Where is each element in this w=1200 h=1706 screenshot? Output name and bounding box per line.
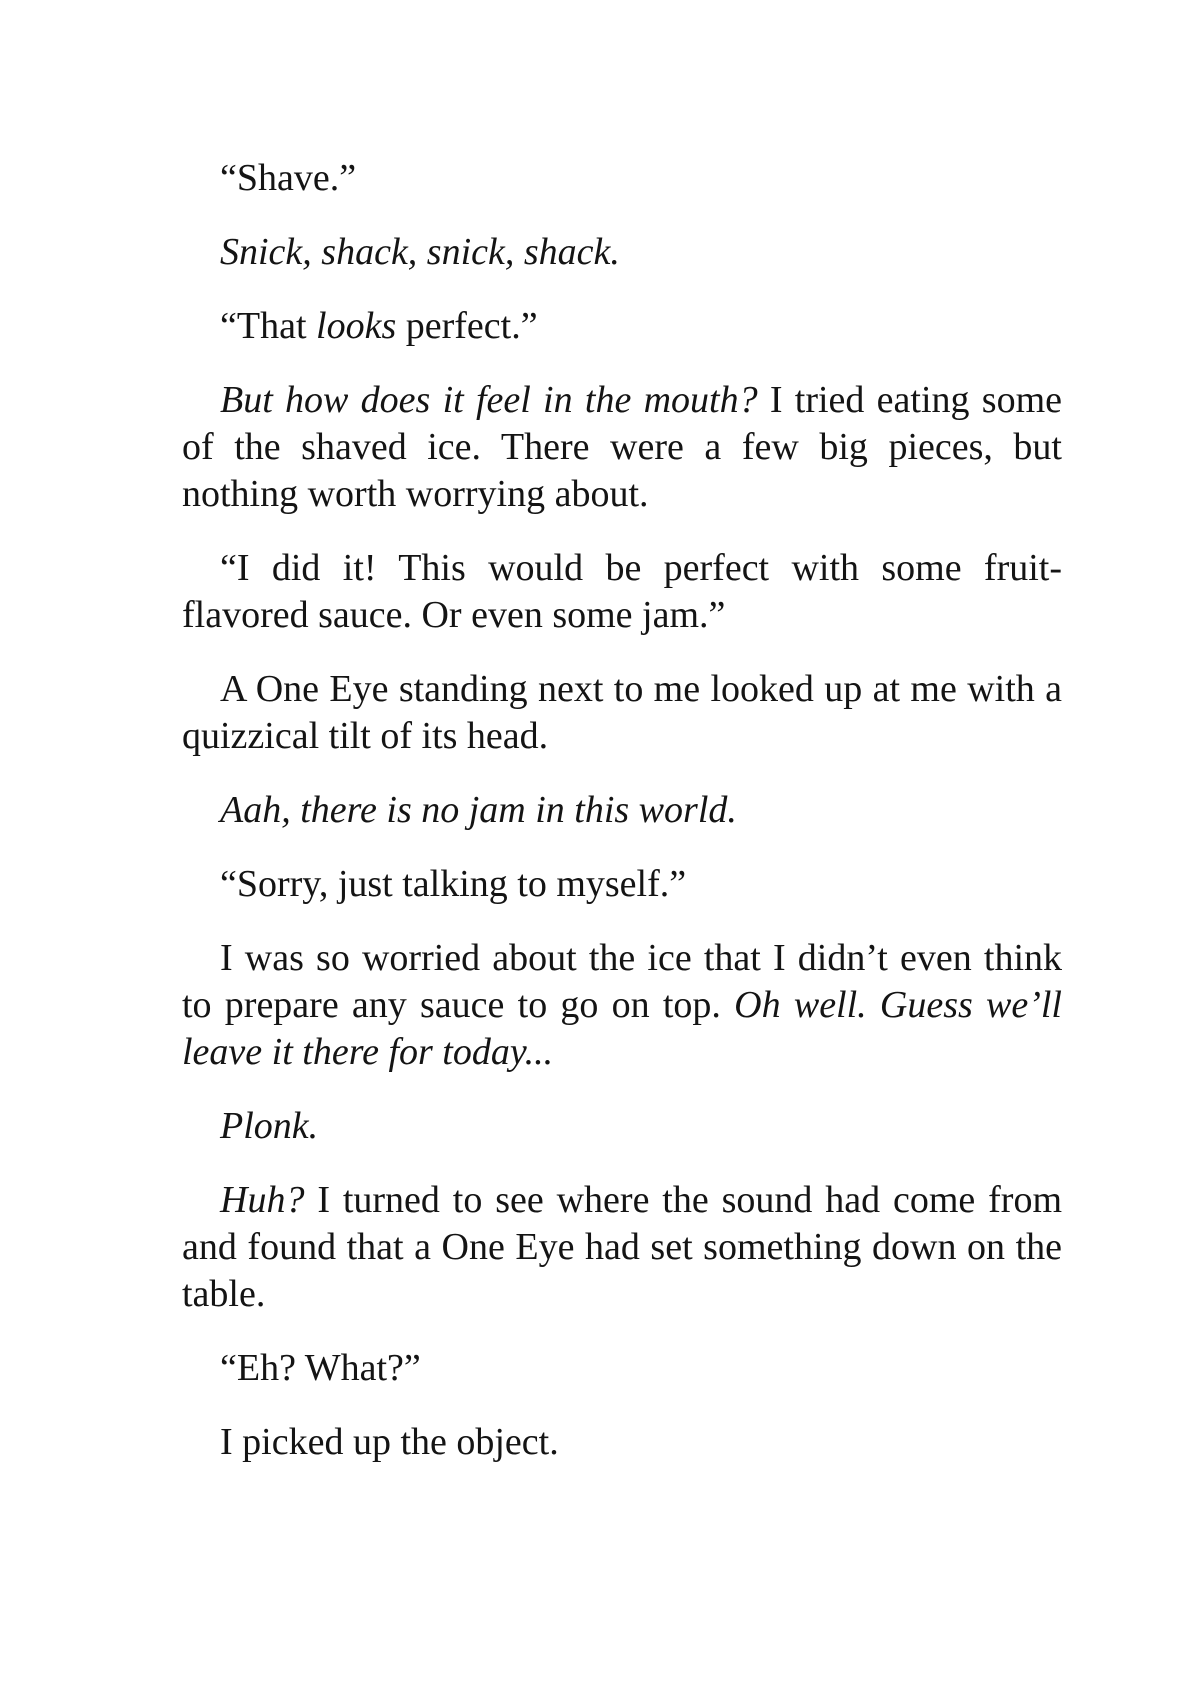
text-run: perfect.” [396,305,538,347]
text-run: But how does it feel in the mouth? [220,379,758,421]
paragraph-eh-what [182,1345,1062,1392]
paragraph-snick-shack [182,229,1062,276]
text-run: “Shave.” [220,157,357,199]
text-run: Plonk. [220,1105,319,1147]
text-run: “I did it! This would be perfect with some fruit-flavored sauce. Or even some jam.” [182,547,1062,636]
text-run: “That [220,305,317,347]
text-run: looks [316,305,397,347]
text-run: I turned to see where the sound had come from and found that a One Eye had set something down on the table. [182,1179,1062,1315]
paragraph-huh [182,1177,1062,1318]
paragraph-looks-perfect [182,303,1062,350]
paragraph-worried [182,935,1062,1076]
page-body [182,155,1062,1493]
text-run: “Sorry, just talking to myself.” [220,863,687,905]
paragraph-sorry [182,861,1062,908]
text-run: A One Eye standing next to me looked up at me with a quizzical tilt of its head. [182,668,1062,757]
paragraph-did-it [182,545,1062,639]
text-run: I tried eating some of the shaved ice. There were a few big pieces, but nothing worth worrying about. [182,379,1062,515]
text-run: “Eh? What?” [220,1347,421,1389]
paragraph-one-eye-tilt [182,666,1062,760]
text-run: Snick, shack, snick, shack. [220,231,620,273]
text-run: I was so worried about the ice that I didn’t even think to prepare any sauce to go on top. [182,937,1062,1026]
paragraph-plonk [182,1103,1062,1150]
text-run: I picked up the object. [220,1421,559,1463]
paragraph-picked-up [182,1419,1062,1466]
text-run: Oh well. Guess we’ll leave it there for today... [182,984,1062,1073]
paragraph-no-jam [182,787,1062,834]
paragraph-mouth [182,377,1062,518]
text-run: Huh? [220,1179,305,1221]
text-run: Aah, there is no jam in this world. [220,789,737,831]
paragraph-shave [182,155,1062,202]
